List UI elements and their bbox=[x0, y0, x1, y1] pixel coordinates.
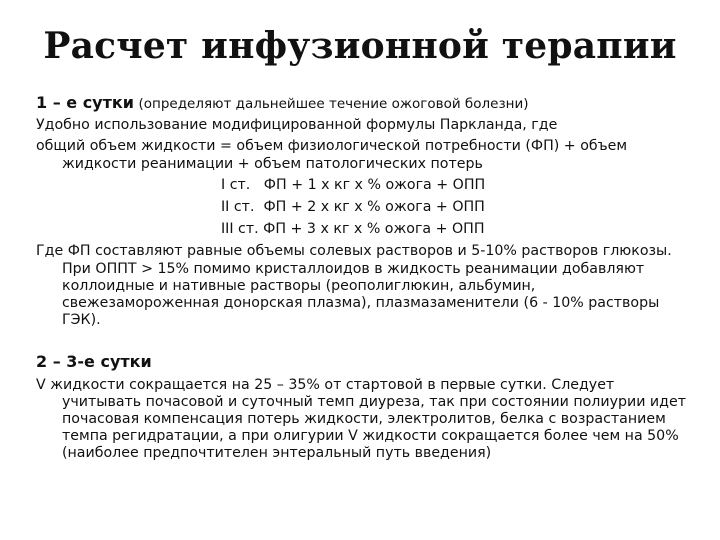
slide-body bbox=[36, 94, 696, 467]
formula-grade-1: I ст. ФП + 1 х кг х % ожога + ОПП bbox=[221, 176, 486, 193]
slide-title: Расчет инфузионной терапии bbox=[43, 25, 677, 67]
day1-heading-line bbox=[36, 94, 696, 113]
day1-formula-total: общий объем жидкости = объем физиологической потребности (ФП) + объем жидкости реанимации + объем патологических потерь bbox=[36, 138, 628, 172]
formula-grade-3: III ст. ФП + 3 х кг х % ожога + ОПП bbox=[221, 221, 485, 238]
day1-heading: 1 – е сутки bbox=[36, 93, 134, 112]
day1-intro: Удобно использование модифицированной формулы Паркланда, где bbox=[36, 117, 558, 134]
day1-heading-note: (определяют дальнейшее течение ожоговой болезни) bbox=[138, 96, 529, 112]
section-gap bbox=[36, 333, 696, 353]
day1-explanation: Где ФП составляют равные объемы солевых растворов и 5-10% растворов глюкозы. При ОППТ > 15% помимо кристаллоидов в жидкость реанимации добавляют коллоидные и нативные растворы (реополиглюкин, альбумин, свежезамороженная донорская плазма), плазмазаменители (6 - 10% растворы ГЭК). bbox=[36, 243, 672, 329]
day2-3-heading: 2 – 3-е сутки bbox=[36, 352, 152, 372]
day2-3-text: V жидкости сокращается на 25 – 35% от стартовой в первые сутки. Следует учитывать почасовой и суточный темп диуреза, так при состоянии полиурии идет почасовая компенсация потерь жидкости, электролитов, белка с возрастанием темпа регидратации, а при олигурии V жидкости сокращается более чем на 50% (наиболее предпочтителен энтеральный путь введения) bbox=[36, 376, 686, 462]
formula-grade-2: II ст. ФП + 2 х кг х % ожога + ОПП bbox=[221, 199, 485, 216]
